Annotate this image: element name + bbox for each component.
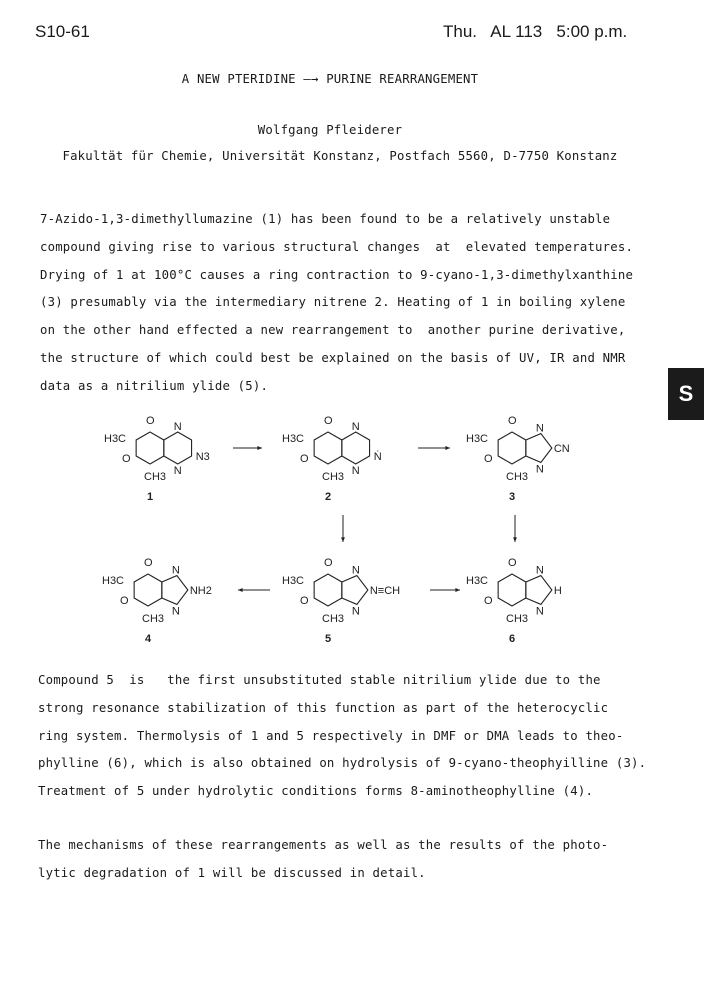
pyrimidine-ring xyxy=(498,432,526,464)
text-line: 7-Azido-1,3-dimethyllumazine (1) has been found to be a relatively unstable xyxy=(40,212,611,226)
compound-number: 2 xyxy=(325,491,332,503)
imidazole-ring xyxy=(526,434,552,463)
text-line: compound giving rise to various structural changes at elevated temperatures. xyxy=(40,239,634,254)
atom-label: N xyxy=(535,463,544,476)
paragraph-conclusion xyxy=(38,832,648,888)
atom-label: H3C xyxy=(102,575,125,587)
text-line: the structure of which could best be explained on the basis of UV, IR and NMR xyxy=(40,350,626,365)
atom-label: H3C xyxy=(466,575,489,587)
atom-label: O xyxy=(324,415,333,427)
atom-label: CH3 xyxy=(144,471,167,483)
compound-number: 6 xyxy=(509,633,516,645)
text-line: ring system. Thermolysis of 1 and 5 respectively in DMF or DMA leads to theo- xyxy=(38,728,624,743)
atom-label: O xyxy=(508,557,517,569)
arrowhead xyxy=(238,588,243,592)
atom-label: CH3 xyxy=(506,613,529,625)
pyrimidine-ring xyxy=(134,574,162,606)
arrowhead xyxy=(455,588,460,592)
atom-label: CH3 xyxy=(322,471,345,483)
substituent-label: NH2 xyxy=(189,585,212,597)
substituent-label: N3 xyxy=(195,451,210,463)
arrowhead xyxy=(445,446,450,450)
compound-number: 1 xyxy=(147,491,154,503)
atom-label: N xyxy=(351,421,360,433)
atom-label: N xyxy=(351,465,360,477)
text-line: phylline (6), which is also obtained on hydrolysis of 9-cyano-theophyilline (3). xyxy=(38,756,647,771)
text-line: Treatment of 5 under hydrolytic conditions forms 8-aminotheophylline (4). xyxy=(38,784,594,799)
pyrazine-ring xyxy=(342,432,370,464)
imidazole-ring xyxy=(342,576,368,605)
atom-label: O xyxy=(508,415,517,427)
compound-number: 4 xyxy=(145,633,152,645)
section-tab: S xyxy=(668,368,704,420)
atom-label: N xyxy=(535,422,544,435)
atom-label: O xyxy=(122,453,131,465)
atom-label: CH3 xyxy=(142,613,165,625)
imidazole-ring xyxy=(162,576,188,605)
substituent-label: H xyxy=(553,585,562,597)
atom-label: H3C xyxy=(282,433,305,445)
session-info: Thu. AL 113 5:00 p.m. xyxy=(443,22,628,41)
atom-label: H3C xyxy=(282,575,305,587)
substituent-label: Ṅ xyxy=(373,451,382,463)
atom-label: H3C xyxy=(104,433,127,445)
author: Wolfgang Pfleiderer xyxy=(257,123,403,137)
atom-label: N xyxy=(173,421,182,433)
atom-label: CH3 xyxy=(506,471,529,483)
pyrimidine-ring xyxy=(314,432,342,464)
page-title: A NEW PTERIDINE —→ PURINE REARRANGEMENT xyxy=(181,72,479,86)
text-line: lytic degradation of 1 will be discussed in detail. xyxy=(38,865,426,880)
atom-label: O xyxy=(484,595,493,607)
pyrimidine-ring xyxy=(498,574,526,606)
atom-label: O xyxy=(300,453,309,465)
atom-label: O xyxy=(324,557,333,569)
arrowhead xyxy=(257,446,262,450)
atom-label: O xyxy=(484,453,493,465)
abstract-code: S10-61 xyxy=(35,22,90,41)
atom-label: N xyxy=(351,605,360,618)
text-line: strong resonance stabilization of this function as part of the heterocyclic xyxy=(38,700,609,715)
text-line: Compound 5 is the first unsubstituted stable nitrilium ylide due to the xyxy=(38,673,601,687)
text-line: Drying of 1 at 100°C causes a ring contraction to 9-cyano-1,3-dimethylxanthine xyxy=(40,267,634,282)
substituent-label: N≡CH xyxy=(369,585,401,597)
atom-label: N xyxy=(535,605,544,618)
pyrimidine-ring xyxy=(314,574,342,606)
compound-number: 3 xyxy=(509,491,516,503)
text-line: (3) presumably via the intermediary nitrene 2. Heating of 1 in boiling xylene xyxy=(40,295,626,310)
text-line: The mechanisms of these rearrangements as well as the results of the photo- xyxy=(38,838,609,852)
substituent-label: CN xyxy=(553,443,570,455)
atom-label: N xyxy=(171,605,180,618)
atom-label: H3C xyxy=(466,433,489,445)
atom-label: N xyxy=(171,564,180,577)
atom-label: N xyxy=(173,465,182,477)
atom-label: O xyxy=(120,595,129,607)
atom-label: N xyxy=(535,564,544,577)
pyrimidine-ring xyxy=(136,432,164,464)
atom-label: N xyxy=(351,564,360,577)
paragraph-compound5 xyxy=(38,667,648,806)
text-line: data as a nitrilium ylide (5). xyxy=(40,378,269,393)
imidazole-ring xyxy=(526,576,552,605)
arrowhead xyxy=(341,537,345,542)
atom-label: O xyxy=(144,557,153,569)
compound-number: 5 xyxy=(325,633,332,645)
atom-label: O xyxy=(300,595,309,607)
pyrazine-ring xyxy=(164,432,192,464)
atom-label: CH3 xyxy=(322,613,345,625)
atom-label: O xyxy=(146,415,155,427)
arrowhead xyxy=(513,537,517,542)
text-line: on the other hand effected a new rearrangement to another purine derivative, xyxy=(40,323,626,338)
affiliation: Fakultät für Chemie, Universität Konstanz, Postfach 5560, D-7750 Konstanz xyxy=(62,149,618,163)
